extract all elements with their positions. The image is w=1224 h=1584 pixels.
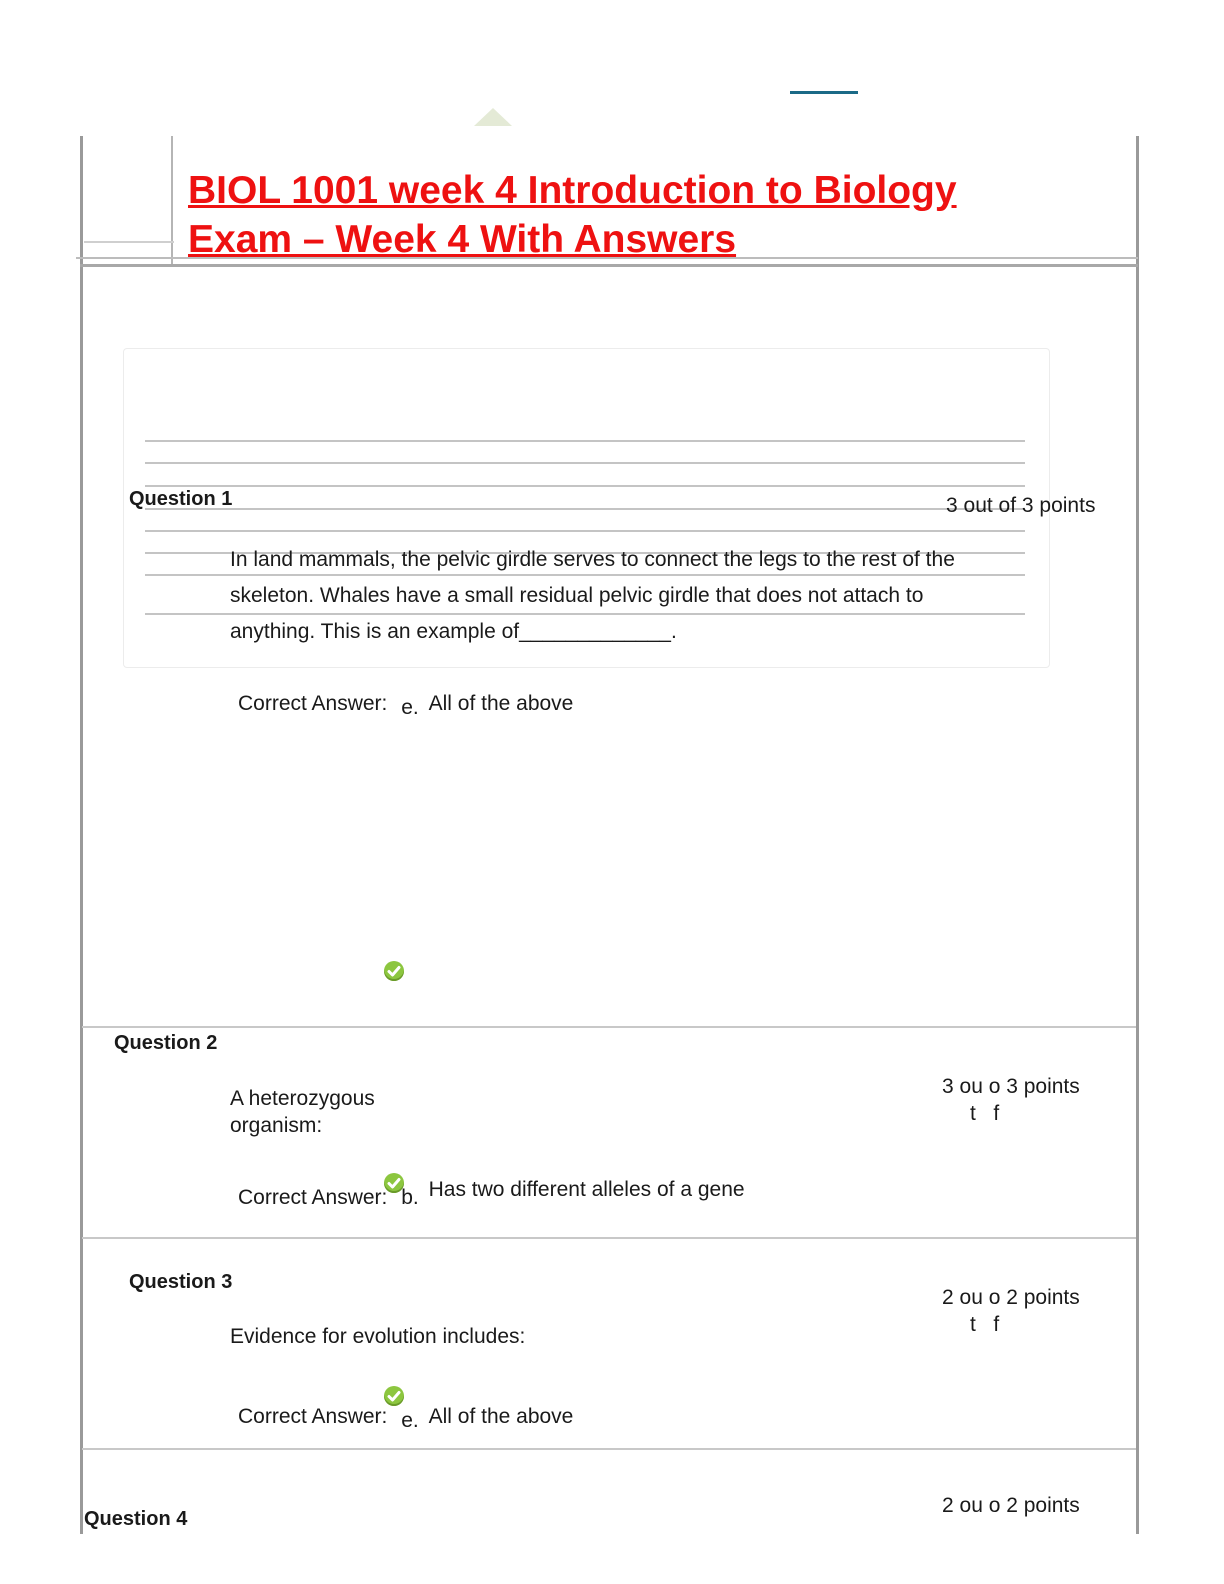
frame-inner-divider bbox=[171, 136, 173, 264]
question-4-label: Question 4 bbox=[84, 1508, 188, 1530]
answer-text: Has two different alleles of a gene bbox=[428, 1178, 745, 1201]
question-2-text-line: organism: bbox=[230, 1114, 323, 1137]
question-3-points bbox=[942, 1284, 1080, 1338]
question-3-text-line: Evidence for evolution includes: bbox=[230, 1325, 526, 1348]
question-1-text-line: anything. This is an example of_____________. bbox=[230, 620, 677, 643]
question-1-answer bbox=[238, 692, 574, 719]
answer-letter: b. bbox=[401, 1186, 419, 1209]
points-line: 2 ou o 2 points bbox=[942, 1494, 1080, 1517]
page-title bbox=[188, 166, 1088, 264]
answer-letter: e. bbox=[401, 696, 419, 719]
question-1-points: 3 out of 3 points bbox=[946, 494, 1096, 517]
points-line: t f bbox=[970, 1102, 1000, 1125]
frame-left-border bbox=[80, 136, 83, 1534]
frame-small-rule bbox=[84, 241, 174, 243]
top-accent-line bbox=[790, 91, 858, 94]
title-line-1: BIOL 1001 week 4 Introduction to Biology bbox=[188, 169, 957, 212]
question-1-text bbox=[230, 542, 1090, 650]
check-circle-icon bbox=[384, 1386, 404, 1406]
answer-text: All of the above bbox=[428, 692, 574, 715]
question-divider bbox=[82, 1448, 1136, 1450]
check-circle-icon bbox=[384, 961, 404, 981]
question-1-text-line: skeleton. Whales have a small residual pelvic girdle that does not attach to bbox=[230, 584, 924, 607]
collapse-arrow-icon[interactable] bbox=[474, 108, 512, 126]
answer-letter: e. bbox=[401, 1409, 419, 1432]
points-line: 2 ou o 2 points bbox=[942, 1286, 1080, 1309]
answer-prefix: Correct Answer: bbox=[238, 1405, 388, 1428]
question-1-text-line: In land mammals, the pelvic girdle serves to connect the legs to the rest of the bbox=[230, 548, 955, 571]
card-stripe bbox=[145, 462, 1025, 464]
question-3-label: Question 3 bbox=[129, 1271, 233, 1293]
frame-right-border bbox=[1136, 136, 1139, 1534]
question-2-text-line: A heterozygous bbox=[230, 1087, 375, 1110]
answer-text: All of the above bbox=[428, 1405, 574, 1428]
card-stripe bbox=[145, 530, 1025, 532]
card-stripe bbox=[145, 508, 1025, 510]
question-4-points bbox=[942, 1494, 1080, 1518]
card-stripe bbox=[145, 440, 1025, 442]
points-line: t f bbox=[970, 1313, 1000, 1336]
points-line: 3 ou o 3 points bbox=[942, 1075, 1080, 1098]
card-stripe bbox=[145, 485, 1025, 487]
question-3-answer bbox=[238, 1405, 574, 1432]
question-divider bbox=[82, 1026, 1136, 1028]
question-2-answer bbox=[238, 1178, 745, 1210]
answer-prefix: Correct Answer: bbox=[238, 1186, 388, 1209]
question-2-points bbox=[942, 1073, 1080, 1127]
question-2-text bbox=[230, 1085, 375, 1139]
question-2-label: Question 2 bbox=[114, 1032, 218, 1054]
frame-header-rule-2 bbox=[80, 264, 1138, 267]
title-line-2: Exam – Week 4 With Answers bbox=[188, 218, 737, 261]
answer-prefix: Correct Answer: bbox=[238, 692, 388, 715]
question-1-label: Question 1 bbox=[129, 488, 233, 510]
question-divider bbox=[82, 1237, 1136, 1239]
question-3-text bbox=[230, 1319, 525, 1355]
